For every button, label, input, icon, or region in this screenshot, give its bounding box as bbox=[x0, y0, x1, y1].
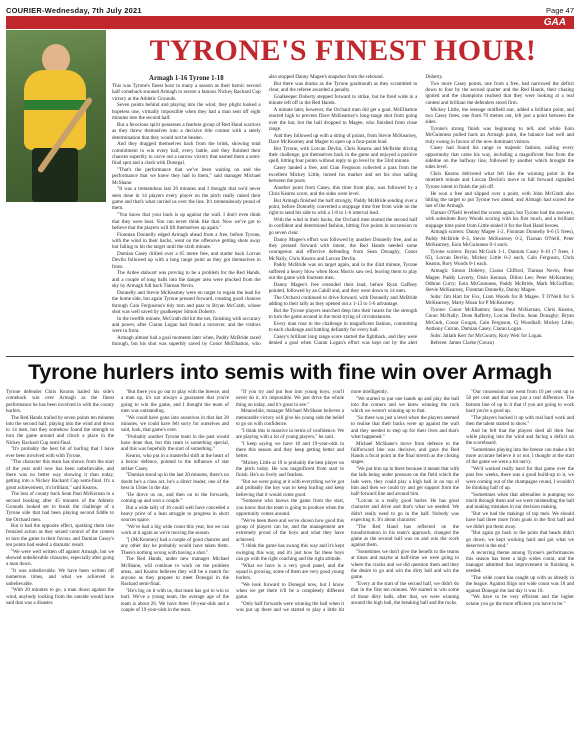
paragraph: But it had the opposite effect, sparking them into frenzied action as they seized control of the contest to turn the game in their favour, and Damian Casey's ten points had sealed a dramatic result. bbox=[6, 523, 114, 549]
paragraph: Danny Magee's free extended their lead, before Ryan Gaffney pointed, followed by an Cahill and, and they were down to 14 men. bbox=[268, 281, 418, 295]
main-headline: TYRONE'S FINEST HOUR! bbox=[149, 34, 537, 67]
paragraph: "We have to be very efficient and the higher octane you go the more efficient you have to be." bbox=[466, 594, 574, 607]
paragraph: "So there was just a level when the players seemed to realise that their backs were up against the wall and they needed to step up for their lives and that's what happened." bbox=[351, 414, 459, 440]
paragraph: The Orchard continued to drive forward, with Donnelly and McBride adding to their tally as they opened out a 1-13 to 1-6 advantage. bbox=[268, 294, 418, 308]
paragraph: Casey had found his range in majestic fashion, nailing every opportunity that came his way, including a magnificent free from the sideline on the halfway line, followed by another which brought the sides level. bbox=[425, 145, 574, 171]
section-bar bbox=[6, 16, 574, 29]
story-divider bbox=[6, 356, 574, 357]
paragraph: "Sometimes we don't give the benefit to the teams at times and maybe at half-time we were going to where the cracks and we did question them and they the desire to go and win the dirty ball and win the game. bbox=[351, 549, 459, 581]
paragraph: Paddy McBride was on target again, and in the 43rd minute, Tyrone suffered a heavy blow when Ross Morris saw red, leaving them to play out the game with fourteen men. bbox=[268, 262, 418, 281]
paragraph: Michael McShane's move from defence to the fullforward line was decisive, and gave the Red Hands a focal point in the final stretch as the closing stages. bbox=[351, 440, 459, 466]
paragraph: "Probably another Tyrone team in the past would have done that, but this team is something special, and this was hopefully the start of something." bbox=[121, 433, 229, 453]
paragraph: "The character this team has shown from the start of the year until now has been unbelievable, and there was no better way showing it than today, getting into a Nickey Rackard Cup semi-final. It's a great achievement, it's brilliant," said Kearns. bbox=[6, 459, 114, 491]
paragraph: "With 20 minutes to go, a man down against the wind, anybody looking from the outside would have said that was a disaster. bbox=[6, 587, 114, 606]
paragraph: "The Red Hand has reflected on the transformation in his team's approach, changed the game as the second half was on and was the work against them. bbox=[351, 523, 459, 549]
paragraph: Chris Kearns delivered what felt like the winning point in the ninetieth minute and Lorcan Devlin's move to full forward signalled Tyrone intent to finish the job off. bbox=[425, 171, 574, 190]
paragraph: Casey's brilliant long range score started the fightback, and they were denied a goal when Ciaran Logan's effort was kept out by the alert Doherty. bbox=[268, 74, 443, 347]
paragraph: But the Tyrone players searched deep into their hearts for the strength to turn the game around in the most trying of circumstances. bbox=[268, 307, 418, 321]
paragraph: A recurring theme among Tyrone's performances this season has been a high wides count, and the manager admitted that improvement in finishing is needed. bbox=[466, 549, 574, 575]
match-score-subhead: Armagh 1-16 Tyrone 1-18 bbox=[149, 75, 224, 82]
paragraph: "He's big on it with us, that team has got to win to hurl. We've a young team, the average age of the team is about 26. We have three 18-year-olds and a couple of 19-year-olds in the team. bbox=[121, 588, 229, 613]
jersey-stripe bbox=[24, 100, 86, 110]
paragraph: Armagh: Simon Doherty, Ciaran Clifford, Tiarnan Nevin, Peter Magee; Paddy Laverty, Oisin Kennan, Dillon Lee; Peter McKearney, Odhran Curry; Eoin McGuinness, Paddy McBride, Mark McGuffinn; Stevie McKearney, Fionntan Donnelly, Danny Magee. bbox=[425, 268, 574, 294]
paragraph: "I keep saying we have 18 and 19-year-olds in there this season and they keep getting better and better. bbox=[236, 440, 344, 460]
paragraph: "Mickey Little at 19 is probably the best player on the pitch today. He was magnificent from start to finish. He's so lively and fearless. bbox=[236, 459, 344, 479]
paragraph: Damian Casey drilled over a 65 metre free, and starter back Lorcan Devlin followed up with a long range point as they got themselves in front. bbox=[112, 251, 261, 270]
reaction-report bbox=[6, 389, 574, 733]
paragraph: "We started to put one hands up and play the ball into the corners and we knew winning the ruck which we weren't winning up to that. bbox=[351, 395, 459, 415]
paragraph: "We put him up in there because it meant that with the lads being under pressure on the field which the lads were, they could play a high ball in on top of him and then we could try and get support from the half-forward line and around him. bbox=[351, 466, 459, 498]
paragraph: Tyrone's strong finish was beginning to tell, and while Eoin McGuinness pulled back an Armagh point, the balance had well and truly swung in favour of the now dominant visitors. bbox=[425, 125, 574, 145]
paragraph: Danny Magee's effort was followed by another Donnelly free, and as they pressed forward with intent, the Red Hands needed some courageous and effective defending from Sean Donaghy, Conor McNally, Chris Kearns and Lorcan Devlin. bbox=[268, 236, 418, 262]
paragraph: "We were well written off against Armagh, but we showed unbelievable character, especially after going a man down. bbox=[6, 548, 114, 568]
paragraph: "We'd worked really hard for that game over the past few weeks, there was a good build-up to it, we were coming out of the champagne round, I wouldn't be thinking half of up. bbox=[466, 466, 574, 492]
paragraph: Two more Casey points, one from a free, had narrowed the deficit down to four by the second quarter and the Red Hands, their chasing ignited and the champions realised that they were looking at a real contest and brilliant the defenders stood firm. bbox=[425, 80, 574, 106]
paragraph: Mickey Little, the teenage midfield star, added a brilliant point, and two Casey frees, one from 70 metres out, left just a point between the sides. bbox=[425, 106, 574, 126]
paragraph: Casey landed a free, and Cian Ferguson collected a pass from the excellent Mickey Little, turned his marker and set his shot sailing between the posts. bbox=[268, 165, 418, 184]
paragraph: "The players backed it up with real hard work and then the talent started to show." bbox=[466, 414, 574, 427]
paragraph: Tyrone scorers: Bryan McGurk 1-1, Damian Casey 0-10 (7 frees, 1 65), Lorcan Devlin, Mickey Little 0-2 each, Cain Ferguson, Chris Kearns, Rory Woods 0-1 each. bbox=[425, 248, 574, 268]
paragraph: He won a free and slipped over a point, with John McGrath also hitting the target to put Tyrone two ahead, and Armagh had scored the last of the Armagh. bbox=[425, 190, 574, 210]
paragraph: Every man rose to the challenge in magnificent fashion, committing to each challenge and battling defiantly for every ball. bbox=[268, 320, 418, 334]
paragraph: Armagh almost had a goal moments later when, Paddy McBride raced through, but his shot was superbly saved by Conor McElhatton, who also stopped Danny Magee's snapshot from the rebound. bbox=[112, 74, 384, 348]
paragraph: The Ardee stalwart was proving to be a problem for the Red Hands, and a couple of long balls into the danger area were plucked from the sky by Armagh full back Tiarnan Nevin. bbox=[112, 270, 261, 290]
paragraph: The loss of county back Sean Paul McKernan to a second booking after 45 minutes of the Athletic Grounds looked set to break the challenge of a Tyrone side that had been playing second fiddle to the Orchard men. bbox=[6, 491, 114, 523]
paragraph: But a wide tally of 16 could well have conceded a heavy price of a lean struggle to progress in short sources space. bbox=[121, 504, 229, 524]
paragraph: "Sometimes playing into the breeze can make a bit more accurate believe it or not. I thought at the start of the game we were a bit nervy. bbox=[466, 446, 574, 466]
paragraph: "It was a tremendous last 20 minutes and I thought that we'd never seen done in 14 players every player on the pitch really raised their game and that's what carried us over the line. It's tremendously proud of them. bbox=[112, 186, 261, 212]
paragraph: "We've been there and we've shown how good this group of players can be, and the management are extremely proud of the boys and what they have achieved. bbox=[236, 517, 344, 543]
paragraph: Subs: Jallath Kerr for McGourty, Rory Weir for Logan. bbox=[430, 332, 543, 339]
hurler-photo bbox=[6, 30, 106, 202]
player-legs bbox=[32, 148, 78, 202]
page-number: Page 47 bbox=[546, 5, 574, 15]
paragraph: The Red Hands, under new manager Michael McShane, will continue to work on the problem areas, and Kearns believes they will be a match for anyone as they prepare to meet Donegal in the Rackard semi-final. bbox=[121, 556, 229, 588]
paragraph: Kearns, who put in a masterful shift at the heart of a heroic defence, pointed to the influence of star striker Casey. bbox=[121, 453, 229, 472]
player-jersey bbox=[24, 70, 86, 150]
paragraph: Donnelly and Stevie McKearney were on target to regain the lead for the home side, but again Tyrone pressed forward, creating good chances through Cain Fergusons's tidy turn and pass to Bryan McCrath, whose shot was well saved by goalkeeper Simon Doherty. bbox=[112, 289, 261, 315]
paragraph: "We've had a big wide count this year, but we can work at it again as we're moving the season. bbox=[121, 523, 229, 537]
paragraph: In the twelfth minute, McGrath did hit the net, finishing with accuracy and power, after Ciaran Logan had found a turnover, and the visitors were in front. bbox=[112, 315, 261, 335]
paragraph: This was Tyrone's finest hour in many a season as their heroic second half comeback stunned Armagh to secure a famous Nickey Rackard Cup victory at the Athletic Grounds. bbox=[112, 83, 261, 102]
paragraph: But Armagh finished the half strongly, Paddy McBride sending over a point, before Donnelly converted a stoppage time free from wide on the right to send his side to with a 1-8 to 1-6 interval lead. bbox=[268, 197, 418, 217]
paragraph: The Red Hands trailed by seven points ten minutes into the second half, playing into the wind and down to 14 men, but they somehow found the strength to turn the game around and clinch a place in the Nickey Rackard Cup semi-final. bbox=[6, 414, 114, 446]
paragraph: But Tyrone, with Lorcan Devlin, Chris Kearns and McBride driving their challenge, got themselves back in the game and enjoyed a positive spell, hitting four points without reply to go level by the 33rd minute. bbox=[268, 145, 418, 165]
paragraph: "But we had the makings of top men. We should have had three more from goals in the first half and we didn't put them away. bbox=[466, 510, 574, 530]
paragraph: "You know that your back is up against the wall. I don't even think that they were beat. You can never think like that. Now we've got to believe that the players will lift themselves up again." bbox=[112, 212, 261, 231]
paragraph: "Damian stood up in the last 20 minutes, there's no doubt he's a class act, he's a direct leader, one of the best in Ulster in the day. bbox=[121, 472, 229, 492]
paragraph: Meanwhile, manager Michael McShane believes a memorable victory will give his young side the belief to go on with confidence. bbox=[236, 408, 344, 427]
paragraph: "It's probably the best bit of hurling that I have ever been involved with with Tyrone. bbox=[6, 446, 114, 459]
paragraph: But there was drama as the Tyrone goalmouth as they scrambled to clear, and the referee awarded a penalty. bbox=[268, 80, 418, 94]
paragraph: And they followed up with a string of points, from Stevie McKearney, Dave McKearney and Magee to open up a four-point lead. bbox=[268, 132, 418, 145]
paragraph: "Our concession rate went from 10 per cent up to 50 per cent and that was just a real difference. The bottom line of up in it that if you are going to work hard you're a good up. bbox=[466, 389, 574, 414]
paragraph: "It was unbelievable. We have been written off numerous times, and what we achieved is unbelievable. bbox=[6, 568, 114, 587]
paragraph: A minute later, however, the Orchard men did get a goal. McElhatton reacted high to prevent Dave McKearney's long-range shot from going over the bar, but the ball dropped to Magee, who finished from close range. bbox=[268, 106, 418, 132]
second-headline: Tyrone hurlers into semis with fine win over Armagh bbox=[28, 360, 552, 384]
paragraph: Tiarnan O'Neill levelled the scores again, but Tyrone had the answers, with substitute Rory Woods scoring with his first touch, and a brilliant stoppage time point from Little sealed it for the Red Hand heroes. bbox=[425, 209, 574, 229]
paragraph: Goalkeeper Doherty stepped forward to strike, but he fired wide in a minute left off in the Red Hands. bbox=[268, 93, 418, 107]
paragraph: "I think this is massive in terms of confidence. We are playing with a lot of young players," he said. bbox=[236, 427, 344, 440]
paragraph: "Someone who knows the game from the start, you know that the team is going to produce when the opportunity comes around. bbox=[236, 498, 344, 517]
paragraph: "If you try and put fear into young boys, you'll never do it, it's impossible. We just drive the whole thing on today, and it's great to see." bbox=[236, 389, 344, 408]
paragraph: "The wide count has caught up with us already in the league. Against Sligo our wide count was 18 and against Donegal the last day it was 16. bbox=[466, 575, 574, 594]
paragraph: Fionntan Donnelly edged Armagh ahead from a free, before Tyrone, with the wind in their backs, went on the offensive getting shots away but failing to hit the target until the sixth minute. bbox=[112, 231, 261, 251]
paragraph: "Only half forwards were winning the ball when it was put up there and we started to play a little bit more intelligently. bbox=[236, 389, 388, 614]
paragraph: Tyrone: Conor McElhatton; Sean Paul McKernan, Chris Kearns, Conor McNally; Dean Rafferty, Lorcan Devlin, Sean Donaghy; Bryan McGurk, Conor Grogan, Cain Ferguson, Cj Woodhall; Mickey Little, Anthony Curran, Damian Casey, Ciaran Logan. bbox=[425, 307, 574, 333]
paragraph: "We look forward to Donegal now, but I know when we get there it'll be a completely different game. bbox=[236, 581, 344, 601]
paragraph: Seven points behind and playing into the wind, they plight looked a hopeless one, virtually impossible when they had a man sent off eight minutes into the second half. bbox=[112, 102, 261, 122]
paragraph: "But we were going at it with everything we've got and probably the key was to keep hurling and keep believing that it would come good. bbox=[236, 479, 344, 498]
paragraph: Another point from Casey, this time from play, was followed by a Chris Kearns score, and the sides were level. bbox=[268, 184, 418, 197]
paragraph: "What we have is a very good panel, and the squad is growing, some of them are very good young hurlers. bbox=[236, 562, 344, 582]
publication-name: COURIER-Wednesday, 7th July 2021 bbox=[6, 5, 142, 15]
paragraph: "We could have gone into ourselves in that last 20 minutes, we could have felt sorry for ourselves and said, look, that game's over. bbox=[121, 414, 229, 434]
paragraph: "I think the game has swung this way and it's kept swinging this way, and it's just how far these boys can go with the right coaching and the right attitude. bbox=[236, 543, 344, 562]
paragraph: Subs: Jim Hart for Fox, Liam Woods for B Magee, T O'Neill for S McKearney, Marty Moan for P McKearney. bbox=[425, 293, 574, 307]
paragraph: "Every at the start of the second half, we didn't do that in the first ten minutes. We started to win some of those dirty balls, after that, we were winning around the high ball, the breaking ball and the rucks. bbox=[351, 581, 459, 606]
paragraph: Tyrone defender Chris Kearns hailed his side's comeback win over Armagh as the finest performance he has been involved in with the county hurlers. bbox=[6, 389, 114, 414]
paragraph: With the wind in their backs, the Orchard men started the second half in confident and determined fashion, hitting five points in succession to go seven clear. bbox=[268, 217, 418, 236]
paragraph: But a ferocious spirit possesses a fearless group of Red Hand warriors as they threw themselves into a decisive title contest with a steely determination that they would not be beaten. bbox=[112, 121, 261, 141]
paragraph: And they dragged themselves back from the brink, showing total commitment to win every ball, every battle, and they finished their chances superbly to carve out a narrow victory that earned them a semi-final spot and a clash with Donegal. bbox=[112, 141, 261, 167]
paragraph: "He drove us on, and then on to the forwards, coming up and won a couple." bbox=[121, 491, 229, 504]
paragraph: Armagh scorers: Danny Magee 1-2, Fionntan Donnelly 0-6 (5 frees), Paddy McBride 0-3, Stevie McKearney 0-2, Tiarnan O'Neill, Peter McKearney, Eoin McGuinness 0-1 each. bbox=[425, 229, 574, 249]
paragraph: "That's the performance that we've been waiting on and the performance that we knew they had in them," said manager Michael McShane. bbox=[112, 167, 261, 186]
section-label: GAA bbox=[543, 17, 566, 28]
match-report bbox=[112, 74, 574, 352]
paragraph: And he felt that the players shed all their fear while playing into the wind and facing a deficit on the scoreboard. bbox=[466, 427, 574, 447]
paragraph: "But there you go out to play with the breeze, and a man up, it's not always a guarantee that you're going to win the game, and I thought the team of men was outstanding. bbox=[121, 389, 229, 414]
paragraph: "[ (McKearney) had a couple of good chances and any other day he probably would have taken them. There's nothing wrong with having a shot." bbox=[121, 536, 229, 556]
paragraph: "But again go back to the point that heads didn't go down, we kept working hard and got what we deserved in the end." bbox=[466, 530, 574, 549]
paragraph: Referee: James Clarke (Cavan) bbox=[430, 339, 494, 346]
paragraph: "Sometimes when that adrenaline is pumping too much through them and we were misheading the ball and making mistakes in our decision making. bbox=[466, 491, 574, 511]
paragraph: "Lorcan is a really good hurler. He has great character and drive and that's what we needed. We didn't really need to go in the half. Nobody was expecting it. It's about character. bbox=[351, 498, 459, 523]
masthead bbox=[6, 4, 574, 16]
